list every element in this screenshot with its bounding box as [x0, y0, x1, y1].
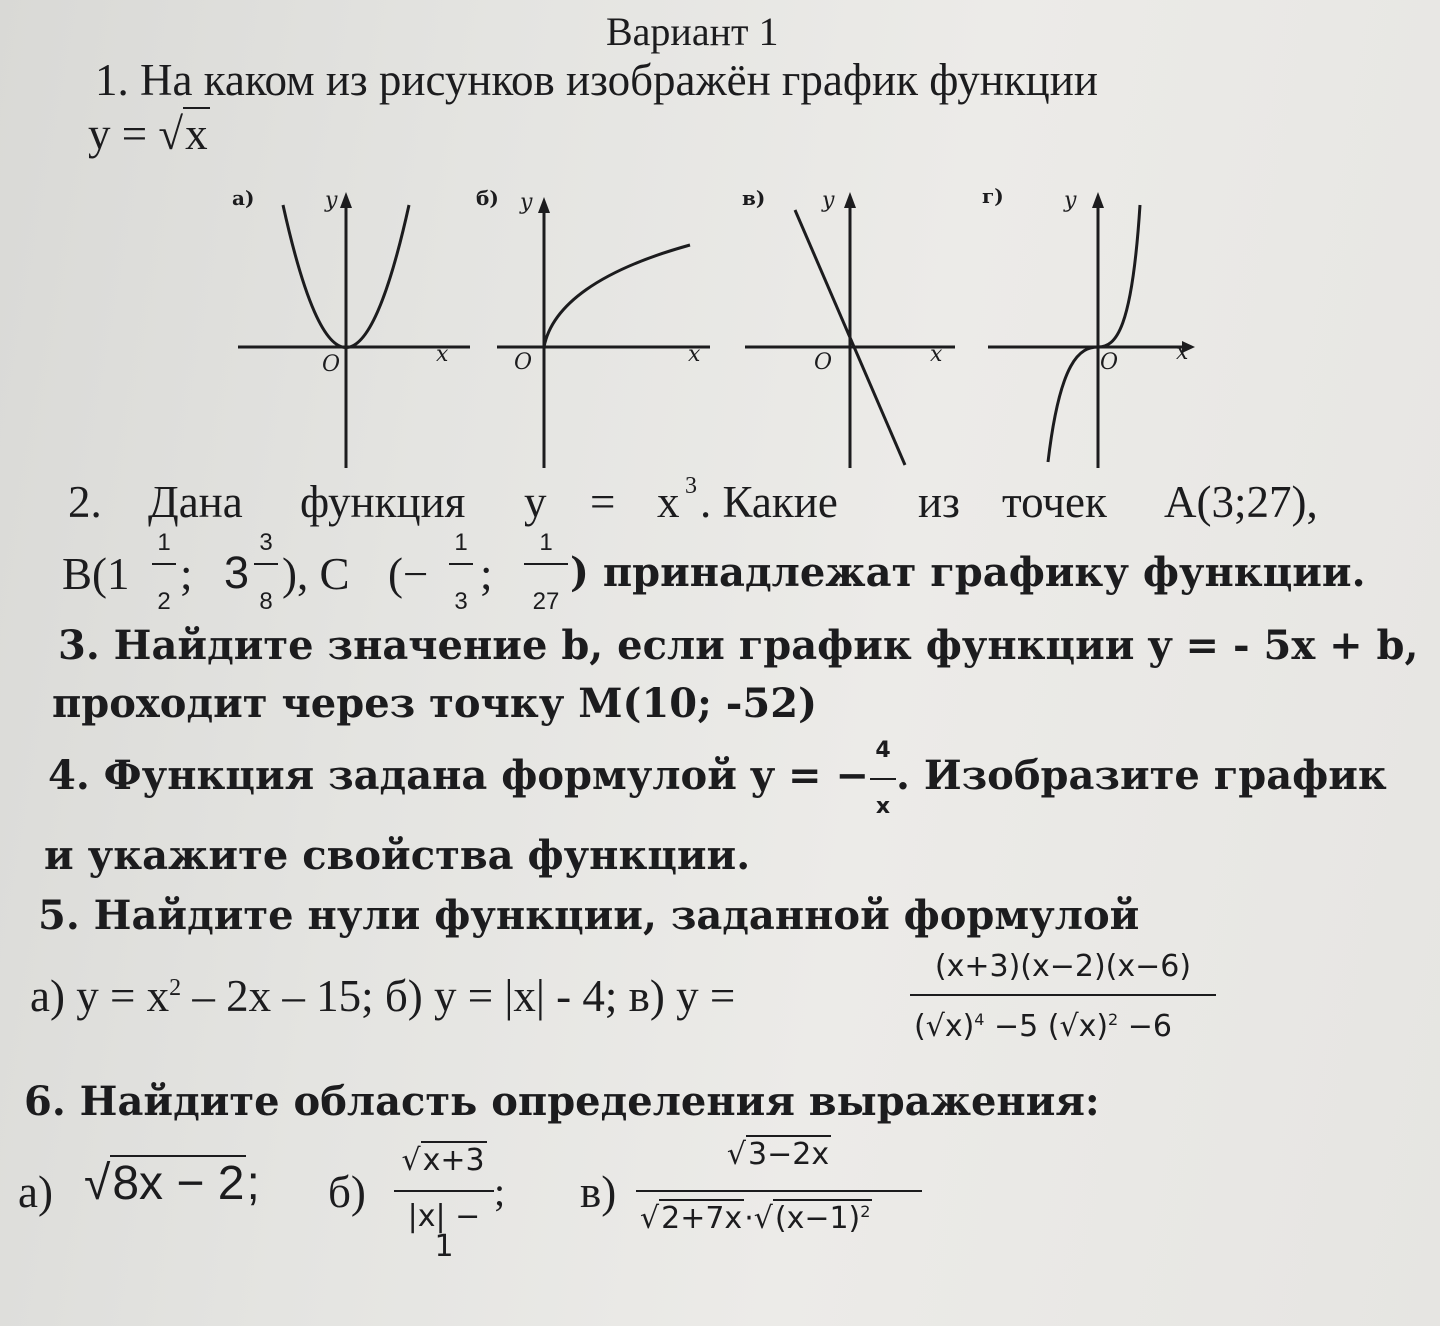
graph-g-y-label: y: [1064, 188, 1077, 213]
graph-v-label: в): [742, 186, 766, 210]
graph-g-curve: [1048, 205, 1140, 462]
q3-line2: проходит через точку M(10; -52): [52, 680, 817, 727]
q1-text: 1. На каком из рисунков изображён график функции: [95, 55, 1098, 105]
q6-a-label: а): [18, 1167, 53, 1217]
q5-line1: 5. Найдите нули функции, заданной формулой: [38, 892, 1140, 939]
q4-line2: и укажите свойства функции.: [44, 832, 751, 879]
q4-line1a: 4. Функция задана формулой y = −: [48, 752, 869, 799]
graph-a-y-label: y: [325, 188, 338, 213]
graph-b-label: б): [476, 186, 499, 210]
graph-g-x-label: x: [1176, 340, 1189, 365]
graph-b-y-label: y: [520, 190, 533, 215]
graph-v-y-label: y: [822, 188, 835, 213]
graph-b-curve: [544, 245, 690, 347]
worksheet-page: Вариант 1 1. На каком из рисунков изображён график функции y = √x а) y O x б) y O x в) y O x г) y O x 2. Дана функция y = x 3 . Какие из точек A(3;27), B(1 1 2 ; 3 3 8 ), C (− 1 3 ; 1 27 ) принадлежат графику функции. 3. Найдите значение b, если график функции y = - 5x + b, проходит через точку M(10; -52) 4. Функция задана формулой y = − 4 x . Изобразите график и укажите свойства функции. 5. Найдите нули функции, заданной формулой а) $y = x^2 - 2x - 15$; б) y = |x| - 4; в) y = (x+3)(x−2)(x−6) $(√x)^4 -5$ $(√x)^2 -6$ 6. Найдите область определения выражения: а) √8x − 2; б) √x+3 |x| − 1 ; в) √3−2x $√2+7x\cdot√(x-1)^2$: [0, 0, 1440, 1326]
graph-a-label: а): [232, 186, 255, 210]
q6-b-num: √x+3: [401, 1143, 485, 1178]
graph-a-origin: O: [322, 352, 341, 377]
graph-a-x-label: x: [436, 342, 449, 367]
q4-line1b: . Изобразите график: [896, 752, 1387, 799]
graph-v-x-label: x: [930, 342, 943, 367]
q6-b-end: ;: [494, 1169, 506, 1214]
q6-c-den: $√2+7x\cdot√(x-1)^2$: [640, 1201, 871, 1236]
q6-line1: 6. Найдите область определения выражения:: [24, 1078, 1100, 1125]
graph-b-origin: O: [514, 350, 533, 375]
q6-b-label: б): [328, 1167, 366, 1217]
graph-v-origin: O: [814, 350, 833, 375]
graph-g-label: г): [982, 184, 1004, 208]
q4-frac-num: 4: [875, 738, 891, 763]
q6-c-num: √3−2x: [726, 1137, 830, 1172]
q6-c-label: в): [580, 1167, 617, 1217]
graph-g-origin: O: [1100, 350, 1119, 375]
q1-graphs: [0, 0, 1440, 480]
q1-formula: y = √x: [88, 109, 208, 159]
q5-c-numerator: (x+3)(x−2)(x−6): [934, 949, 1192, 984]
q5-c-denominator: $(√x)^4 -5$ $(√x)^2 -6$: [914, 1009, 1172, 1044]
q4-frac-den: x: [875, 794, 891, 819]
q6-b-den: |x| − 1: [407, 1199, 481, 1264]
variant-title: Вариант 1: [606, 9, 779, 54]
q3-line1: 3. Найдите значение b, если график функции y = - 5x + b,: [58, 622, 1419, 669]
q5-a: а) $y = x^2 - 2x - 15$; б) y = |x| - 4; в) y =: [30, 971, 736, 1021]
graph-b-x-label: x: [688, 342, 701, 367]
q6-a-expr: √8x − 2;: [84, 1157, 260, 1210]
